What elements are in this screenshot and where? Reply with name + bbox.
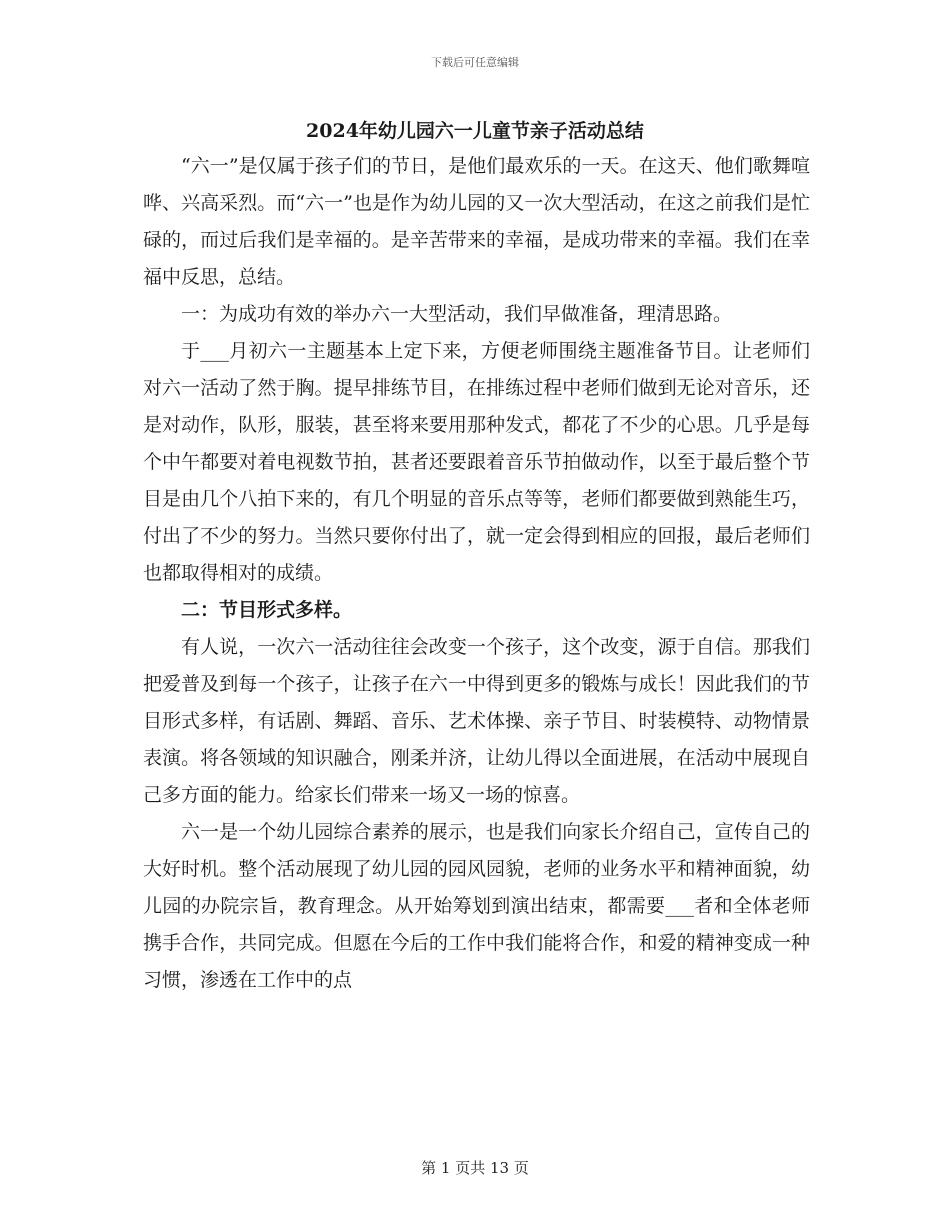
paragraph-intro: “六一”是仅属于孩子们的节日，是他们最欢乐的一天。在这天、他们歌舞喧哗、兴高采烈。而“六一”也是作为幼儿园的又一次大型活动，在这之前我们是忙碌的，而过后我们是幸福的。是辛苦带来的幸福，是成功带来的幸福。我们在幸福中反思，总结。 bbox=[143, 155, 810, 288]
document-title: 2024年幼儿园六一儿童节亲子活动总结 bbox=[306, 120, 644, 142]
paragraph-section-two-heading: 二：节目形式多样。 bbox=[181, 599, 353, 621]
page-header-note: 下载后可任意编辑 bbox=[431, 56, 519, 69]
document-body bbox=[143, 148, 810, 999]
paragraph-showcase: 六一是一个幼儿园综合素养的展示，也是我们向家长介绍自己，宣传自己的大好时机。整个活动展现了幼儿园的园风园貌，老师的业务水平和精神面貌，幼儿园的办院宗旨，教育理念。从开始筹划到演出结束，都需要___者和全体老师携手合作，共同完成。但愿在今后的工作中我们能将合作，和爱的精神变成一种习惯，渗透在工作中的点 bbox=[143, 821, 810, 991]
paragraph-program-variety: 有人说，一次六一活动往往会改变一个孩子，这个改变，源于自信。那我们把爱普及到每一个孩子，让孩子在六一中得到更多的锻炼与成长！因此我们的节目形式多样，有话剧、舞蹈、音乐、艺术体操、亲子节目、时装模特、动物情景表演。将各领域的知识融合，刚柔并济，让幼儿得以全面进展，在活动中展现自己多方面的能力。给家长们带来一场又一场的惊喜。 bbox=[143, 636, 810, 806]
page-number: 第 1 页共 13 页 bbox=[421, 1159, 529, 1177]
paragraph-preparation: 于___月初六一主题基本上定下来，方便老师围绕主题准备节目。让老师们对六一活动了然于胸。提早排练节目，在排练过程中老师们做到无论对音乐，还是对动作，队形，服装，甚至将来要用那种发式，都花了不少的心思。几乎是每个中午都要对着电视数节拍，甚者还要跟着音乐节拍做动作，以至于最后整个节目是由几个八拍下来的，有几个明显的音乐点等等，老师们都要做到熟能生巧，付出了不少的努力。当然只要你付出了，就一定会得到相应的回报，最后老师们也都取得相对的成绩。 bbox=[143, 340, 810, 584]
paragraph-section-one-heading: 一：为成功有效的举办六一大型活动，我们早做准备，理清思路。 bbox=[181, 303, 733, 325]
